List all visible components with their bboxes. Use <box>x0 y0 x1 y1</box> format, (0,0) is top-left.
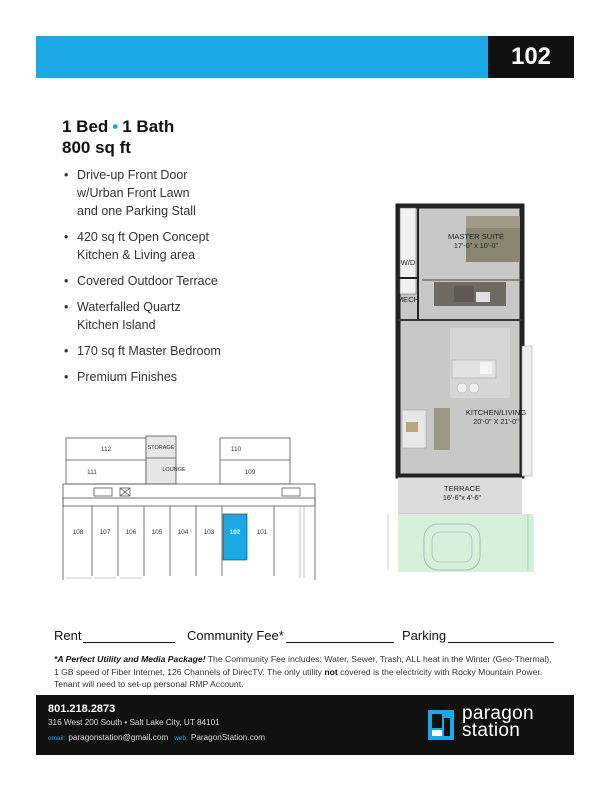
feature-item: • Drive-up Front Door w/Urban Front Lawn and one Parking Stall <box>62 166 322 220</box>
footer <box>36 695 574 755</box>
brand-wordmark <box>462 705 534 739</box>
community-fee-blank[interactable] <box>286 629 394 643</box>
feature-item: • Waterfalled Quartz Kitchen Island <box>62 298 322 334</box>
contact-line <box>48 733 265 742</box>
unit-summary <box>62 116 174 158</box>
terrace-dims: 16'-6"x 4'-6" <box>442 493 482 502</box>
unit-label-104: 104 <box>177 529 189 536</box>
address: 316 West 200 South • Salt Lake City, UT 84101 <box>48 718 220 727</box>
brand-line-1: paragon <box>462 703 534 724</box>
separator-dot: • <box>112 117 119 136</box>
community-fee-label: Community Fee* <box>187 628 284 643</box>
rent-blank[interactable] <box>83 629 175 643</box>
unit-label-103: 103 <box>203 529 215 536</box>
storage-label: STORAGE <box>147 445 175 451</box>
site-plan <box>60 430 318 580</box>
pricing-fields <box>54 628 554 648</box>
unit-label-108: 108 <box>72 529 84 536</box>
unit-label-109: 109 <box>244 469 256 476</box>
community-fee-field[interactable] <box>187 628 394 643</box>
web-label: web: <box>174 735 188 742</box>
rent-field[interactable] <box>54 628 175 643</box>
unit-label-102: 102 <box>229 529 241 536</box>
area-text: 800 sq ft <box>62 138 131 157</box>
email-label: email: <box>48 735 66 742</box>
unit-number-badge <box>488 36 574 78</box>
wd-label: W/D <box>400 258 416 267</box>
rent-label: Rent <box>54 628 82 643</box>
utility-disclaimer: *A Perfect Utility and Media Package! The Community Fee includes: Water, Sewer, Trash, ALL heat in the Winter (Geo-Thermal), 1 GB speed of Fiber Internet, 126 Channels of DirecTV. The only utility not covered is the electricity with Rocky Mountain Power. Tenant will need to set-up personal RMP Account. <box>54 654 552 689</box>
phone-number[interactable]: 801.218.2873 <box>48 703 116 715</box>
master-suite-dims: 17'-0" x 10'-0" <box>453 241 499 250</box>
beds-text: 1 Bed <box>62 117 109 136</box>
paragon-logo-icon <box>426 704 456 746</box>
unit-label-111: 111 <box>87 469 97 476</box>
mech-label: MECH <box>396 295 420 304</box>
unit-label-112: 112 <box>100 446 112 453</box>
parking-blank[interactable] <box>448 629 554 643</box>
kitchen-living-label: KITCHEN/LIVING <box>465 408 527 417</box>
highlighted-unit-marker <box>223 514 247 560</box>
feature-list <box>62 166 322 394</box>
parking-field[interactable] <box>402 628 554 643</box>
terrace-label: TERRACE <box>443 484 481 493</box>
unit-label-110: 110 <box>230 446 242 453</box>
unit-label-107: 107 <box>99 529 111 536</box>
parking-label: Parking <box>402 628 447 643</box>
baths-text: 1 Bath <box>122 117 175 136</box>
disclaimer-not: not <box>324 666 338 677</box>
unit-label-106: 106 <box>125 529 137 536</box>
unit-number: 102 <box>510 43 552 70</box>
feature-item: • Premium Finishes <box>62 368 322 386</box>
email-link[interactable]: paragonstation@gmail.com <box>68 733 169 742</box>
feature-item: • 420 sq ft Open Concept Kitchen & Living area <box>62 228 322 264</box>
unit-label-101: 101 <box>256 529 268 536</box>
feature-item: • 170 sq ft Master Bedroom <box>62 342 322 360</box>
feature-item: • Covered Outdoor Terrace <box>62 272 322 290</box>
web-link[interactable]: ParagonStation.com <box>190 733 266 742</box>
floor-plan <box>384 202 534 574</box>
brand-line-2: station <box>462 720 521 741</box>
kitchen-living-dims: 20'-0" X 21'-0" <box>473 417 519 426</box>
disclaimer-lead: *A Perfect Utility and Media Package! <box>54 654 206 664</box>
master-suite-label: MASTER SUITE <box>447 232 505 241</box>
unit-label-105: 105 <box>151 529 163 536</box>
lounge-label: LOUNGE <box>162 467 186 473</box>
